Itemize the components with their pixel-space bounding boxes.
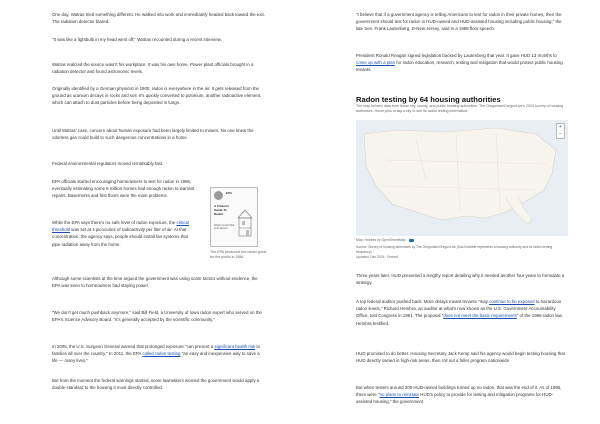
- continue-to-be-exposed-link[interactable]: continue to be exposed: [489, 299, 535, 304]
- cover-illustration: [237, 202, 253, 242]
- cover-header: EPA: [226, 191, 232, 195]
- map-subtitle: The map below's data from these city, county, and public housing authorities. The Oregonian/OregonLive's 2024 survey of housing authorities. Hover pins or tap a city to see its radon testing information.: [356, 104, 564, 113]
- map-meta: Updated: Dec 2024 · Embed: [356, 255, 398, 259]
- paragraph: President Ronald Reagan signed legislation backed by Lautenberg that year. It gave HUD 13 months to come up with a plan for radon education, research, testing and mitigation that would protect public housing tenants.: [356, 53, 563, 73]
- no-plans-to-reinstate-link[interactable]: no plans to reinstate: [379, 392, 420, 398]
- map-credit: Map: Hobbes by OpenStreetMap: [356, 238, 476, 243]
- us-map-graphic: [356, 120, 568, 236]
- paragraph: "I believe that if a government agency is telling Americans to test for radon in their private homes, then the government should test for radon in HUD-owned and HUD-assisted housing including public housing," the late Sen. Frank Lautenberg, D-New Jersey, said in a 1988 floor speech.: [356, 12, 562, 32]
- called-radon-testing-link[interactable]: called radon testing: [142, 351, 181, 357]
- radon-testing-map[interactable]: [356, 120, 568, 236]
- map-credit-logo-icon: [409, 239, 414, 242]
- epa-logo-icon: [214, 191, 223, 200]
- cover-subtitle: What it is and what to do about it: [214, 224, 235, 230]
- paragraph: Federal environmental regulators moved remarkably fast.: [52, 161, 164, 166]
- paragraph: "We don't get much pushback anymore," said Bill Field, a University of Iowa radon expert who served on the EPA's Science Advisory Board. "It's generally accepted by the scientific community.": [52, 310, 262, 323]
- zoom-out-icon[interactable]: −: [559, 131, 562, 137]
- come-up-with-a-plan-link[interactable]: come up with a plan: [356, 60, 396, 66]
- paragraph: While the EPA says there's no safe level of radon exposure, the critical threshold was set at 4 picocuries of radioactivity per liter of air. At that concentration, the agency says, people should install fan systems that pipe radiation away from the home.: [52, 220, 189, 247]
- paragraph: Three years later, HUD presented a lengthy report detailing why it needed another four years to formulate a strategy.: [356, 273, 565, 286]
- significant-health-risk-link[interactable]: significant health risk: [214, 344, 256, 349]
- map-title: Radon testing by 64 housing authorities: [356, 95, 501, 104]
- figure-caption: The EPA produced this radon guide for the public in 1986.: [210, 250, 267, 259]
- paragraph: Until Watras' case, concern about human exposure had been largely limited to miners. No one knew the odorless gas could build to such dangerous concentrations in a home.: [52, 128, 254, 141]
- does-not-meet-requirements-link[interactable]: does not meet the basic requirements: [443, 313, 517, 319]
- map-source-note: Source: Survey of housing authorities by The Oregonian/OregonLive (Each bubble represents a housing authority and its radon testing frequency): [356, 245, 553, 254]
- paragraph: HUD promised to do better. Housing Secretary Jack Kemp said his agency would begin testing housing that HUD directly owned in high-risk areas, then roll out a fuller program nationwide.: [356, 351, 565, 364]
- paragraph: Watras realized the source wasn't his workplace. It was his own home. Power plant officials brought in a radiation detector and found astronomic levels.: [52, 62, 254, 75]
- cover-title: A Citizen's Guide To Radon: [214, 204, 230, 216]
- epa-guide-figure: [210, 187, 270, 260]
- paragraph: One day, Watras tried something different. He walked into work and immediately headed back toward the exit. The radiation detector blared.: [52, 12, 265, 25]
- paragraph: EPA officials started encouraging homeowners to test for radon in 1986, eventually estimating some 6 million homes had enough radon to warrant repairs. Basements and first floors were the main problems.: [52, 179, 195, 199]
- paragraph: Originally identified by a German physicist in 1900, radon is everywhere in the air. It gets released from the ground as uranium decays in rocks and soil. It's quickly converted to polonium, another radioactive element, which can attach to dust particles before being deposited in lungs.: [52, 86, 262, 106]
- map-zoom-control[interactable]: [556, 123, 565, 139]
- paragraph: Although some scientists at the time argued the government was using scare tactics without evidence, the EPA was keen to homeowners had staying power.: [52, 276, 258, 289]
- critical-threshold-link[interactable]: critical threshold: [52, 220, 189, 233]
- epa-guide-cover-image: [210, 187, 258, 247]
- paragraph: But when testers around 200 HUD-owned buildings turned up no radon, that was the end of it. As of 1995, there were "no plans to reinstate HUD's policy to provide for testing and mitigation programs for HUD-assisted housing," the government: [356, 385, 562, 405]
- paragraph: "It was like a lightbulb in my head went off," Watras recounted during a recent interview.: [52, 37, 222, 42]
- house-illustration-icon: [237, 202, 253, 242]
- paragraph: In 2005, the U.S. Surgeon General warned that prolonged exposure "can present a significant health risk to families all over the country." In 2011, the EPA called radon testing "an easy and inexpensive way to save a life — many lives.": [52, 344, 261, 364]
- paragraph: A top federal auditor pushed back. More delays meant tenants "may continue to be exposed to hazardous radon levels," Richard Hembra, an auditor at what's now known as the U.S. Government Accountability Office, told Congress in 1991. The proposal "does not meet the basic requirements" of the 1988 radon law, Hembra testified.: [356, 299, 563, 326]
- paragraph: But from the moment the federal warnings started, some lawmakers worried the government would apply a double standard to the housing it most directly controlled.: [52, 378, 260, 391]
- zoom-in-icon[interactable]: +: [559, 124, 562, 130]
